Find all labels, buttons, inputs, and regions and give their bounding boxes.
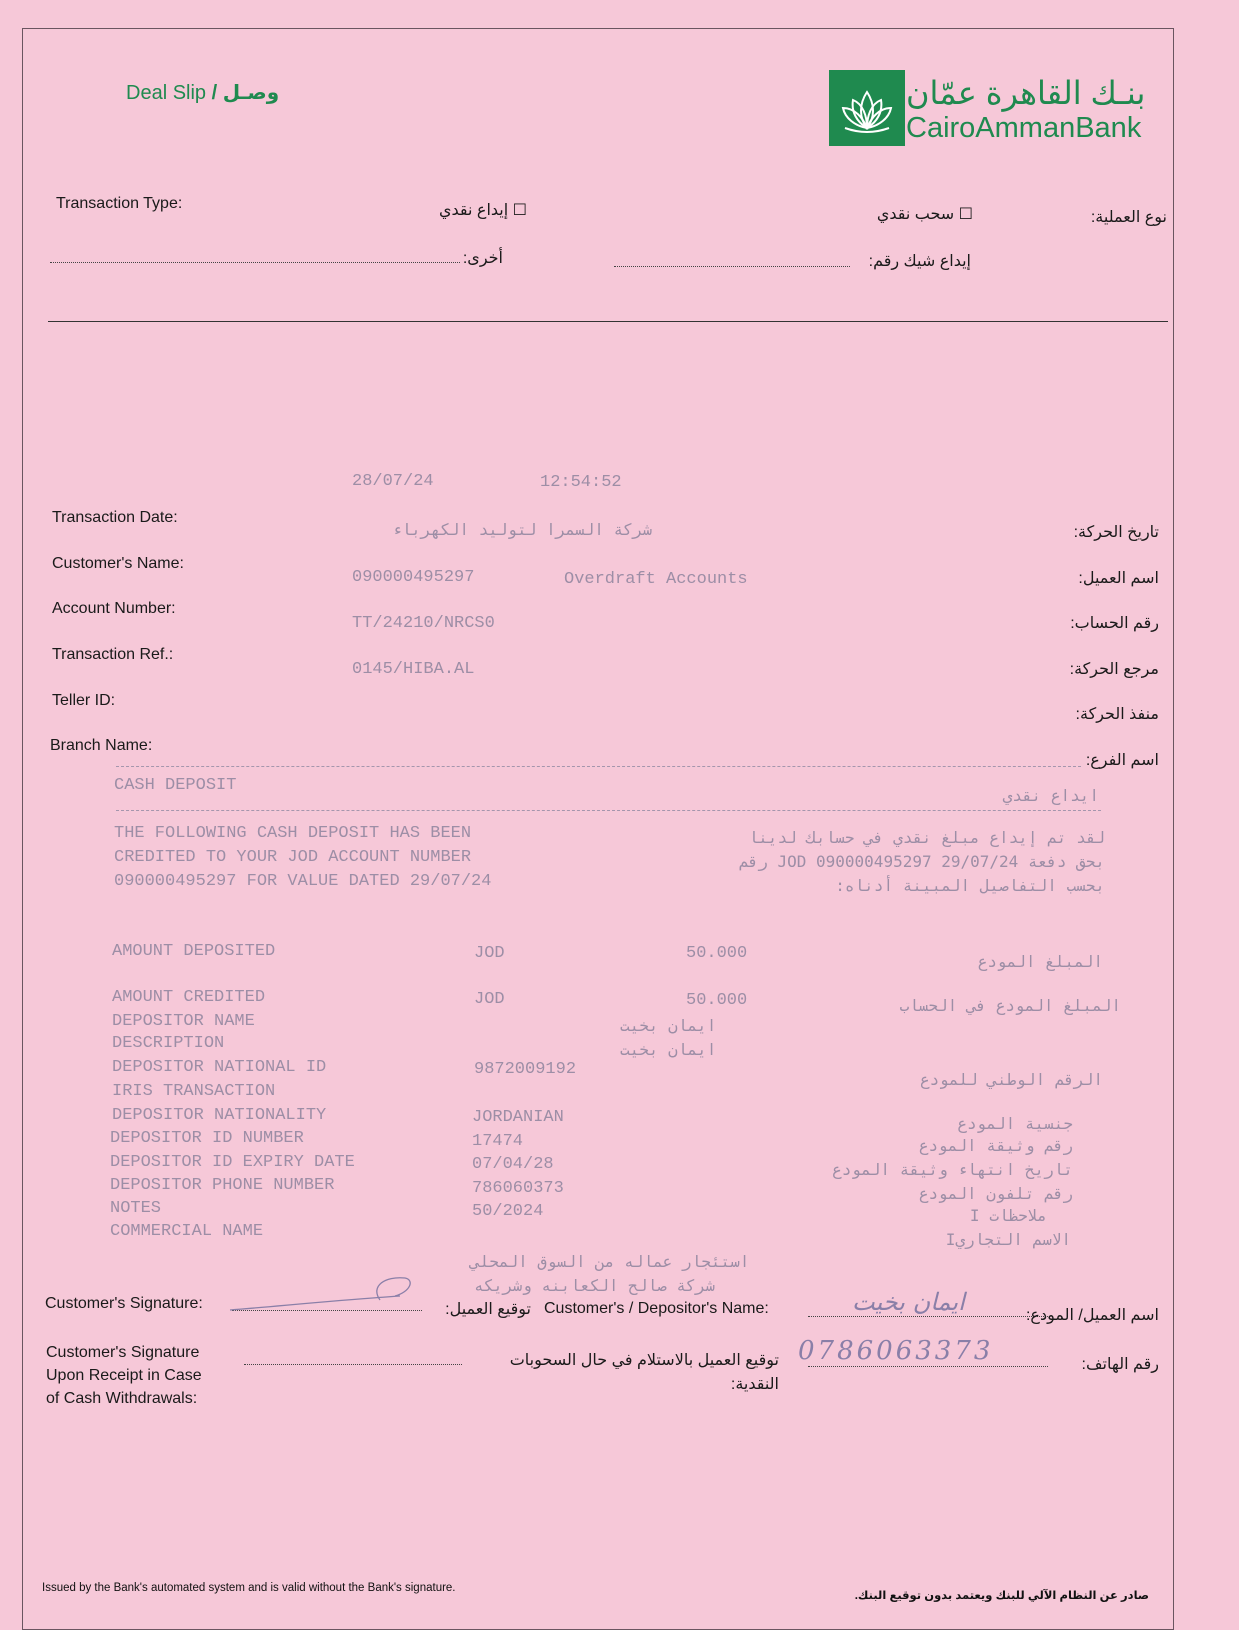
dashed-separator-top [116, 766, 1081, 767]
printed-date: 28/07/24 [352, 472, 434, 491]
transaction-type-label-ar: نوع العملية: [1090, 209, 1167, 226]
cash-deposit-option[interactable]: ☐ إيداع نقدي [439, 202, 527, 219]
dashed-separator-middle [116, 810, 1101, 811]
body-ar-line-3: بحسب التفاصيل المبينة أدناه: [835, 876, 1105, 895]
amount-deposited-label-ar: المبلغ المودع [977, 952, 1103, 971]
cash-deposit-heading-ar: ايداع نقدي [1002, 786, 1099, 805]
iris-transaction-label: IRIS TRANSACTION [112, 1082, 276, 1101]
field-label-branch-ar: اسم الفرع: [1085, 752, 1159, 769]
extra-line-1: استئجار عماله من السوق المحلي [470, 1252, 750, 1271]
bank-name-en: CairoAmmanBank [906, 112, 1142, 144]
extra-line-2: شركة صالح الكعابنه وشريكه [474, 1276, 715, 1295]
depositor-name-value: ايمان بخيت [620, 1016, 717, 1035]
field-label-teller-ar: منفذ الحركة: [1075, 706, 1159, 723]
national-id-label-ar: الرقم الوطني للمودع [919, 1070, 1103, 1089]
printed-account-type: Overdraft Accounts [564, 570, 748, 589]
amount-credited-value: 50.000 [686, 991, 748, 1010]
phone-field-line[interactable] [808, 1366, 1048, 1367]
description-value: ايمان بخيت [620, 1040, 717, 1059]
printed-account-number: 090000495297 [352, 568, 475, 587]
amount-deposited-label: AMOUNT DEPOSITED [112, 942, 276, 961]
deal-slip-title-en: Deal Slip [126, 82, 207, 104]
notes-label: NOTES [110, 1199, 162, 1218]
header-divider [48, 321, 1168, 322]
footer-note-en: Issued by the Bank's automated system and is valid without the Bank's signature. [42, 1582, 456, 1594]
depositor-name-label: DEPOSITOR NAME [112, 1012, 255, 1031]
id-number-label: DEPOSITOR ID NUMBER [110, 1129, 304, 1148]
field-label-customer-name-ar: اسم العميل: [1078, 570, 1159, 587]
printed-transaction-ref: TT/24210/NRCS0 [352, 614, 495, 633]
phone-handwritten: 0786063373 [798, 1336, 994, 1366]
field-label-customer-name: Customer's Name: [52, 555, 184, 572]
receipt-signature-label-ar-1: توقيع العميل بالاستلام في حال السحوبات [509, 1352, 779, 1369]
printed-teller-id: 0145/HIBA.AL [352, 660, 475, 679]
body-ar-line-2: رقم JOD 090000495297 بحق دفعة 29/07/24 [738, 852, 1105, 871]
field-label-ref: Transaction Ref.: [52, 646, 174, 663]
id-expiry-label: DEPOSITOR ID EXPIRY DATE [110, 1153, 355, 1172]
phone-field-label-ar: رقم الهاتف: [1081, 1356, 1159, 1373]
amount-credited-currency: JOD [474, 990, 505, 1009]
body-en-line-2: CREDITED TO YOUR JOD ACCOUNT NUMBER [114, 848, 472, 867]
receipt-signature-label-2: Upon Receipt in Case [46, 1367, 202, 1384]
field-label-account-number-ar: رقم الحساب: [1070, 615, 1159, 632]
deal-slip-title [126, 80, 279, 105]
body-ar-line-1: لقد تم إيداع مبلغ نقدي في حسابك لدينا [748, 828, 1105, 847]
bank-name-ar: بنـك القاهرة عمّان [906, 75, 1146, 111]
footer-note-ar: صادر عن النظام الآلي للبنك ويعتمد بدون توقيع البنك. [854, 1590, 1149, 1602]
phone-value: 786060373 [472, 1179, 564, 1198]
field-label-account-number: Account Number: [52, 600, 176, 617]
nationality-label-ar: جنسية المودع [957, 1114, 1073, 1133]
phone-label-ar: رقم تلفون المودع [918, 1184, 1073, 1203]
signature-scribble [220, 1266, 420, 1316]
field-label-date: Transaction Date: [52, 509, 178, 526]
cheque-number-line [614, 266, 850, 267]
depositor-name-field-label-ar: اسم العميل/ المودع: [1025, 1307, 1159, 1324]
customer-signature-label: Customer's Signature: [45, 1295, 203, 1312]
field-label-teller: Teller ID: [52, 692, 116, 709]
commercial-name-label: COMMERCIAL NAME [110, 1222, 264, 1241]
field-label-date-ar: تاريخ الحركة: [1073, 524, 1159, 541]
field-label-ref-ar: مرجع الحركة: [1069, 661, 1159, 678]
id-expiry-value: 07/04/28 [472, 1155, 554, 1174]
receipt-signature-label-1: Customer's Signature [46, 1344, 200, 1361]
amount-credited-label: AMOUNT CREDITED [112, 988, 266, 1007]
printed-time: 12:54:52 [540, 473, 622, 492]
nationality-label: DEPOSITOR NATIONALITY [112, 1106, 327, 1125]
body-en-line-3: 090000495297 FOR VALUE DATED 29/07/24 [114, 872, 492, 891]
notes-label-ar: ملاحظات I [969, 1206, 1047, 1225]
receipt-signature-label-3: of Cash Withdrawals: [46, 1390, 198, 1407]
id-number-label-ar: رقم وثيقة المودع [918, 1136, 1073, 1155]
field-label-branch: Branch Name: [50, 737, 153, 754]
commercial-name-label-ar: الاسم التجاريI [945, 1230, 1071, 1249]
notes-value: 50/2024 [472, 1202, 544, 1221]
nationality-value: JORDANIAN [472, 1108, 564, 1127]
other-line [50, 262, 460, 263]
receipt-signature-line[interactable] [244, 1364, 462, 1365]
national-id-value: 9872009192 [474, 1060, 577, 1079]
body-en-line-1: THE FOLLOWING CASH DEPOSIT HAS BEEN [114, 824, 472, 843]
national-id-label: DEPOSITOR NATIONAL ID [112, 1058, 327, 1077]
cash-deposit-heading: CASH DEPOSIT [114, 776, 237, 795]
depositor-name-line[interactable] [808, 1316, 1048, 1317]
depositor-name-field-label: Customer's / Depositor's Name: [544, 1300, 769, 1317]
cash-withdrawal-option[interactable]: ☐ سحب نقدي [876, 206, 973, 223]
phone-label: DEPOSITOR PHONE NUMBER [110, 1176, 335, 1195]
transaction-type-label: Transaction Type: [56, 195, 183, 212]
amount-deposited-value: 50.000 [686, 944, 748, 963]
customer-signature-label-ar: توقيع العميل: [445, 1301, 531, 1318]
amount-credited-label-ar: المبلغ المودع في الحساب [899, 996, 1121, 1015]
cheque-deposit-label: إيداع شيك رقم: [868, 253, 971, 270]
lotus-icon [829, 70, 905, 146]
amount-deposited-currency: JOD [474, 944, 505, 963]
printed-customer-name: شركة السمرا لتوليد الكهرباء [391, 520, 653, 539]
receipt-signature-label-ar-2: النقدية: [730, 1376, 779, 1393]
other-label: أخرى: [462, 250, 503, 267]
depositor-name-handwritten: ايمان بخيت [852, 1288, 965, 1316]
deal-slip-title-ar: / وصـل [211, 82, 280, 104]
description-label: DESCRIPTION [112, 1034, 225, 1053]
id-expiry-label-ar: تاريخ انتهاء وثيقة المودع [832, 1160, 1073, 1179]
id-number-value: 17474 [472, 1132, 524, 1151]
bank-logo [829, 70, 905, 146]
